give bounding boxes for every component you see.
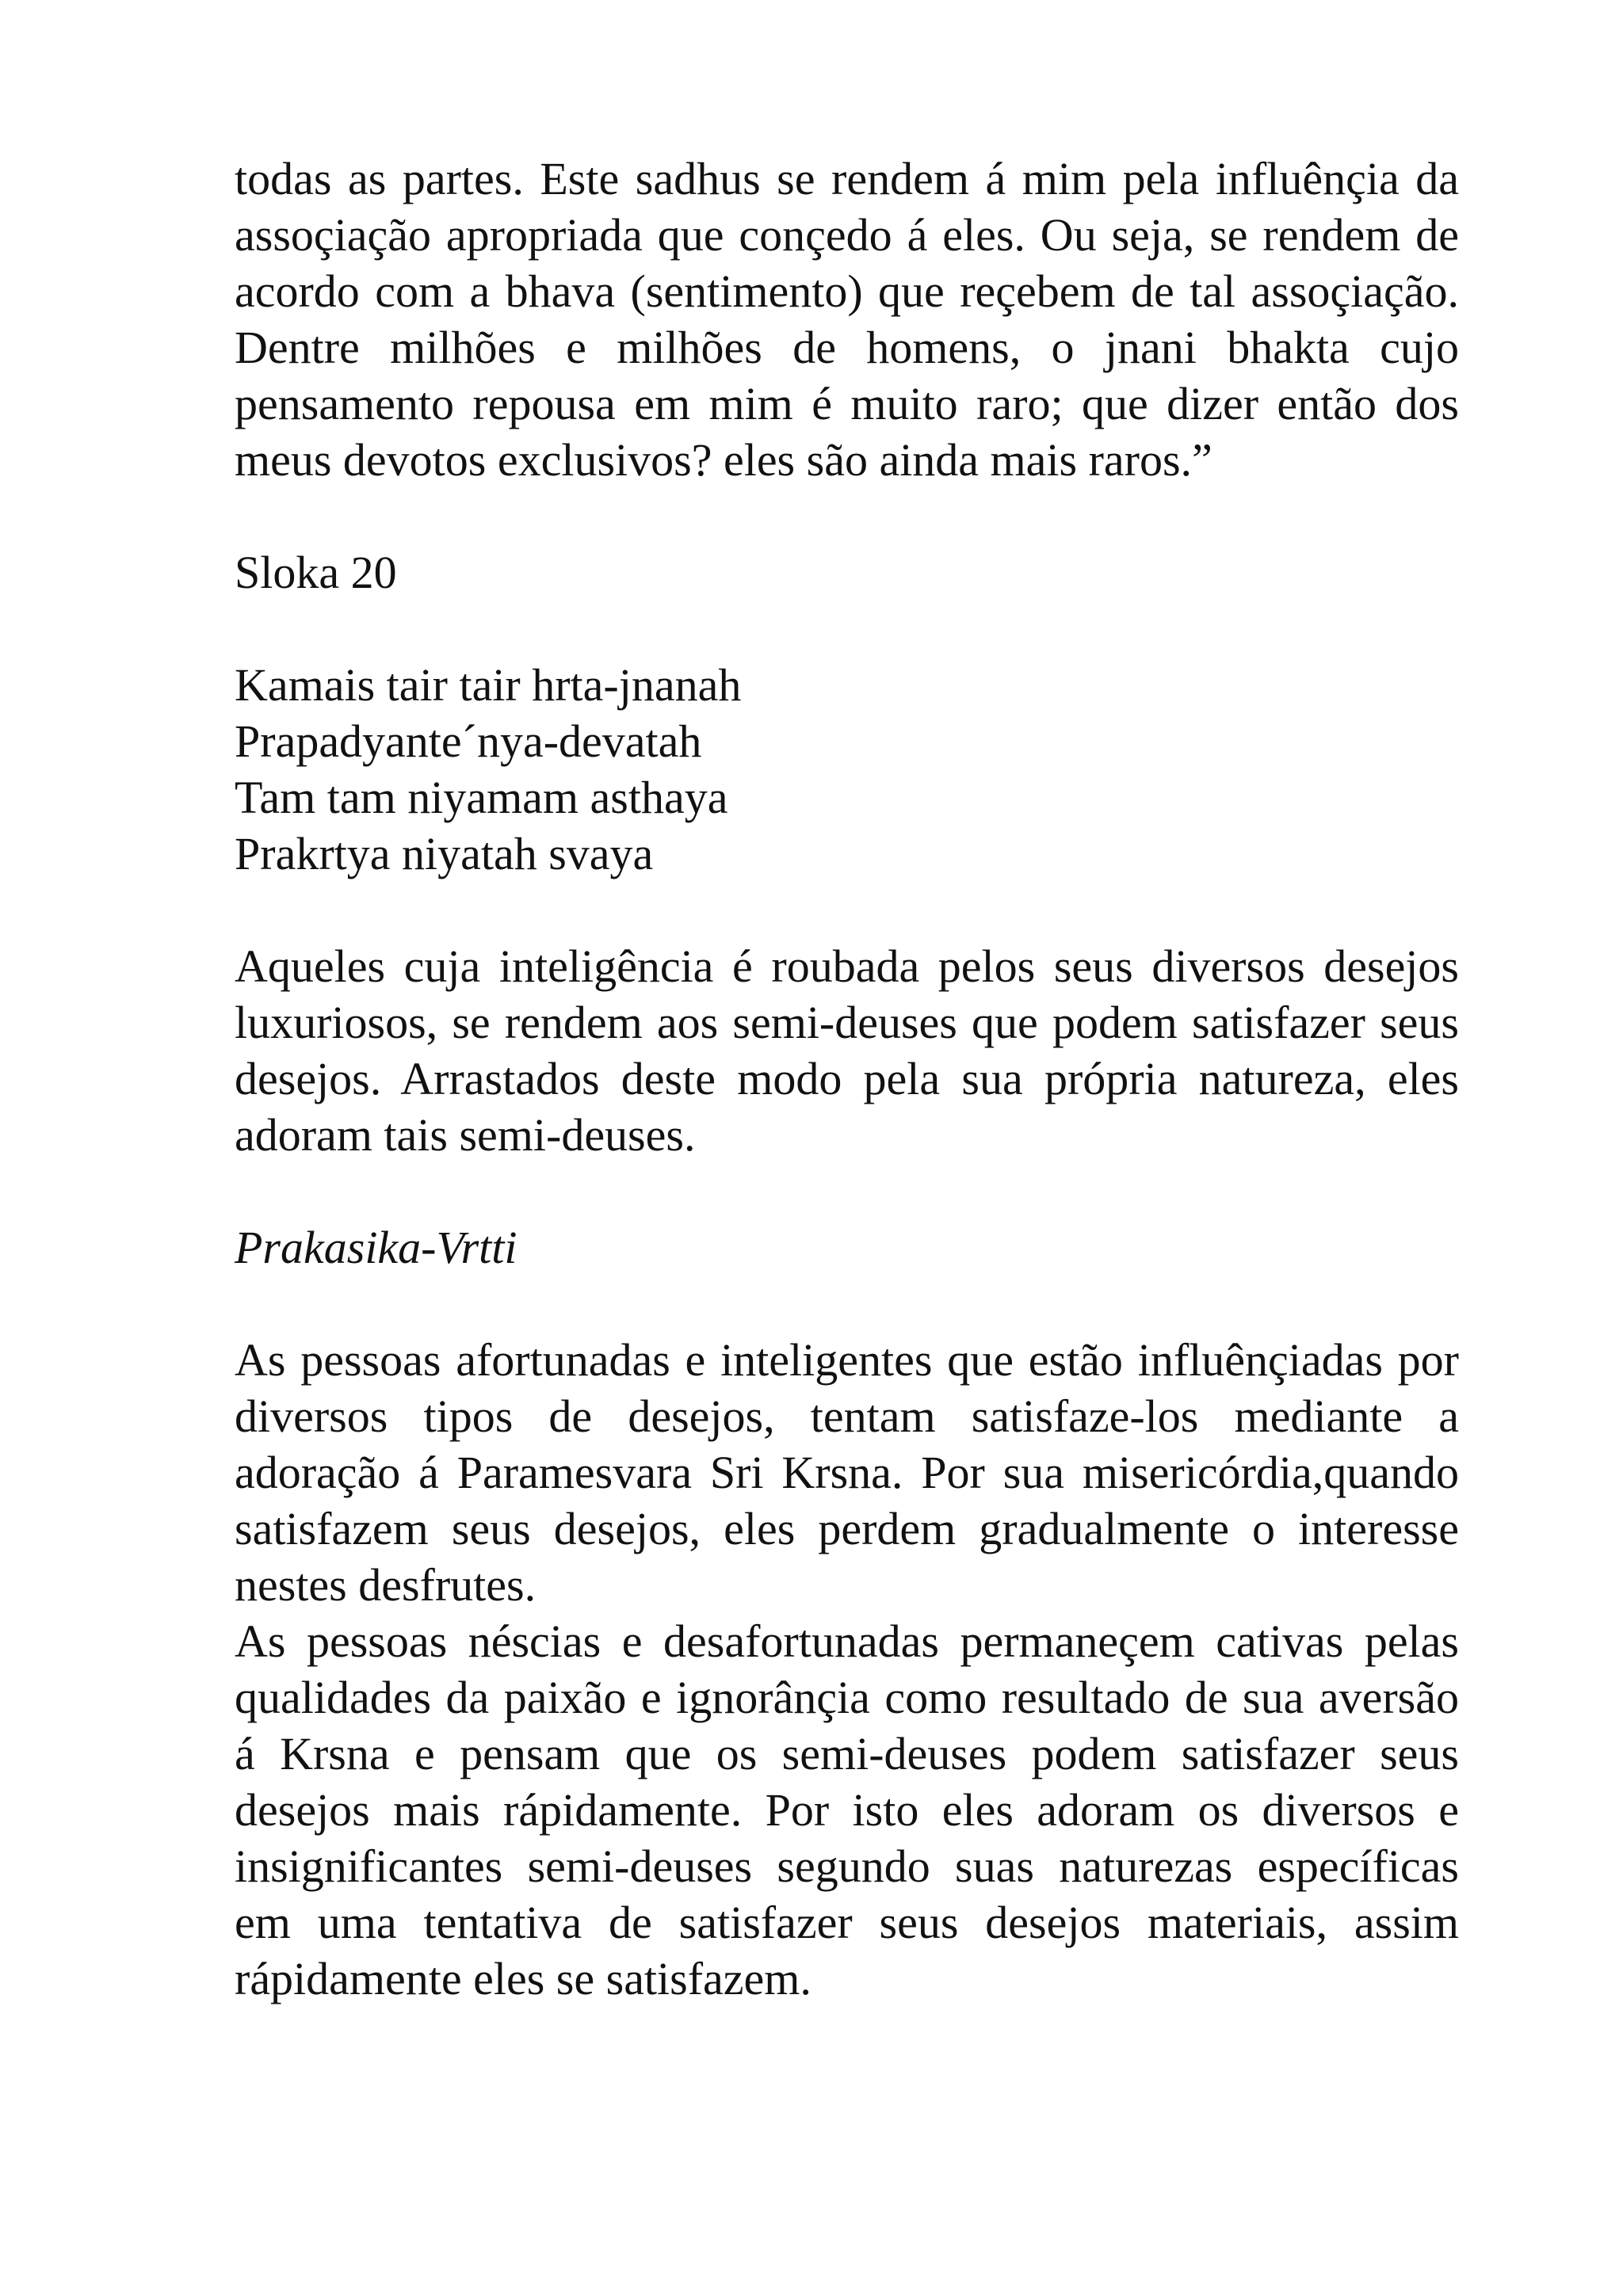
commentary-paragraph: As pessoas afortunadas e inteligentes que estão influênçiadas por diversos tipos de desejos, tentam satisfaze-los mediante a adoração á Paramesvara Sri Krsna. Por sua misericórdia,quando satisfazem seus desejos, eles perdem gradualmente o interesse nestes desfrutes. xyxy=(235,1334,1459,1611)
spacer xyxy=(235,882,1459,938)
spacer xyxy=(235,1163,1459,1219)
commentary-heading: Prakasika-Vrtti xyxy=(235,1222,517,1273)
commentary-paragraph: As pessoas néscias e desafortunadas permaneçem cativas pelas qualidades da paixão e ignorânçia como resultado de sua aversão á Krsna e pensam que os semi-deuses podem satisfazer seus desejos mais rápidamente. Por isto eles adoram os diversos e insignificantes semi-deuses segundo suas naturezas específicas em uma tentativa de satisfazer seus desejos materiais, assim rápidamente eles se satisfazem. xyxy=(235,1615,1459,2004)
sloka-heading: Sloka 20 xyxy=(235,547,397,598)
verse-line: Prapadyante´nya-devatah xyxy=(235,715,702,767)
verse-line: Prakrtya niyatah svaya xyxy=(235,828,654,879)
verse-line: Tam tam niyamam asthaya xyxy=(235,772,728,823)
verse-block xyxy=(235,657,1459,882)
intro-paragraph: todas as partes. Este sadhus se rendem á mim pela influênçia da assoçiação apropriada que conçedo á eles. Ou seja, se rendem de acordo com a bhava (sentimento) que reçebem de tal assoçiação. Dentre milhões e milhões de homens, o jnani bhakta cujo pensamento repousa em mim é muito raro; que dizer então dos meus devotos exclusivos? eles são ainda mais raros.” xyxy=(235,153,1459,486)
spacer xyxy=(235,1276,1459,1332)
translation-paragraph: Aqueles cuja inteligência é roubada pelos seus diversos desejos luxuriosos, se rendem aos semi-deuses que podem satisfazer seus desejos. Arrastados deste modo pela sua própria natureza, eles adoram tais semi-deuses. xyxy=(235,940,1459,1161)
spacer xyxy=(235,601,1459,657)
verse-line: Kamais tair tair hrta-jnanah xyxy=(235,659,742,711)
spacer xyxy=(235,488,1459,544)
document-page xyxy=(235,151,1459,2007)
